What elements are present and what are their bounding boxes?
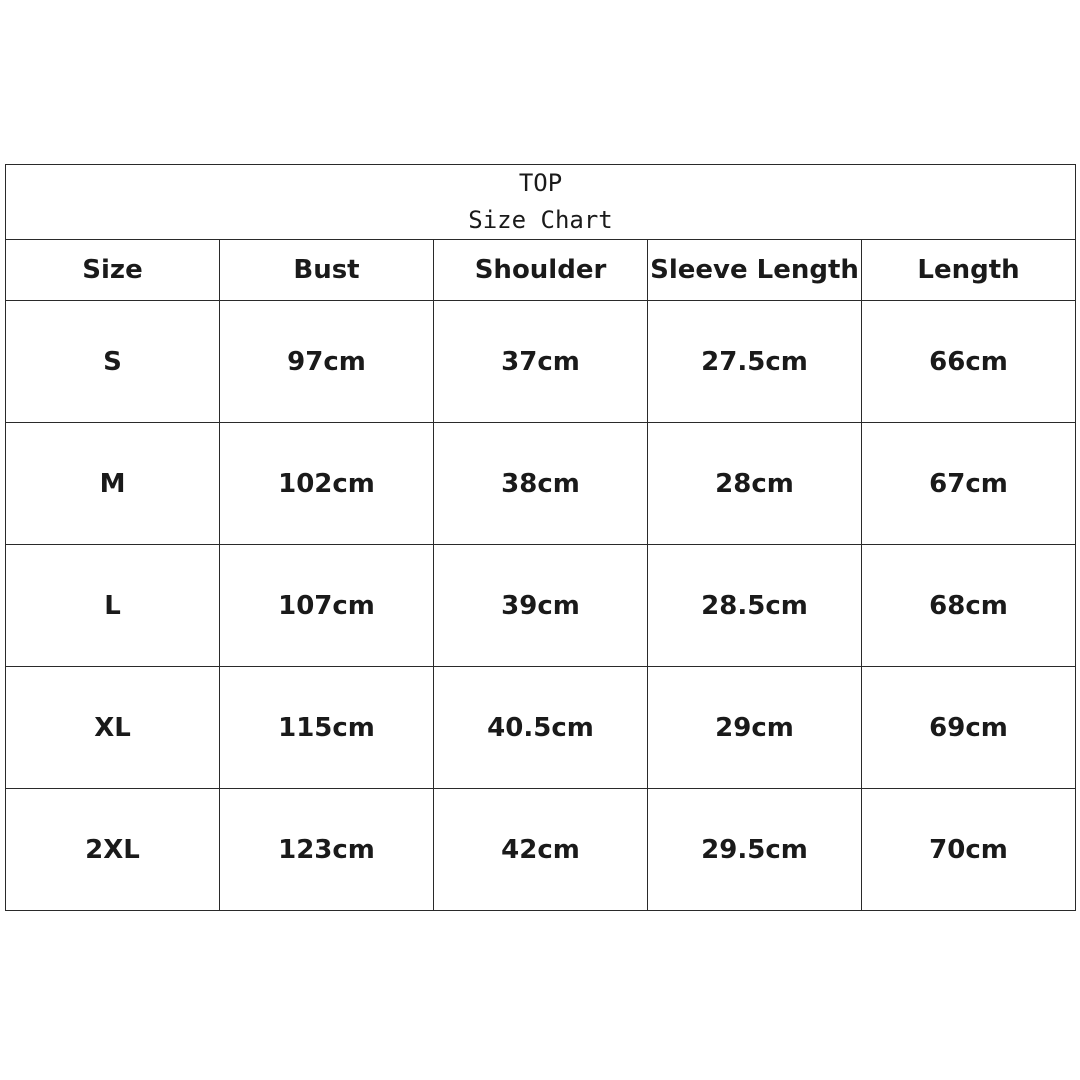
table-row [6, 667, 1076, 789]
size-cell: M [6, 423, 220, 545]
size-cell: L [6, 545, 220, 667]
bust-cell: 115cm [220, 667, 434, 789]
column-header-sleeve-length: Sleeve Length [648, 240, 862, 301]
size-cell: 2XL [6, 789, 220, 911]
table-row [6, 545, 1076, 667]
table-row [6, 789, 1076, 911]
length-cell: 66cm [862, 301, 1076, 423]
bust-cell: 97cm [220, 301, 434, 423]
chart-title: TOP [518, 169, 563, 197]
bust-cell: 102cm [220, 423, 434, 545]
bust-cell: 107cm [220, 545, 434, 667]
title-row [6, 165, 1076, 240]
length-cell: 70cm [862, 789, 1076, 911]
size-cell: S [6, 301, 220, 423]
header-row [6, 240, 1076, 301]
column-header-size: Size [6, 240, 220, 301]
table-row [6, 423, 1076, 545]
size-chart-table [5, 164, 1076, 911]
length-cell: 69cm [862, 667, 1076, 789]
length-cell: 67cm [862, 423, 1076, 545]
sleeve-length-cell: 29cm [648, 667, 862, 789]
table-row [6, 301, 1076, 423]
sleeve-length-cell: 28.5cm [648, 545, 862, 667]
title-cell [6, 165, 1076, 240]
length-cell: 68cm [862, 545, 1076, 667]
shoulder-cell: 40.5cm [434, 667, 648, 789]
sleeve-length-cell: 28cm [648, 423, 862, 545]
shoulder-cell: 37cm [434, 301, 648, 423]
column-header-length: Length [862, 240, 1076, 301]
size-cell: XL [6, 667, 220, 789]
shoulder-cell: 42cm [434, 789, 648, 911]
sleeve-length-cell: 29.5cm [648, 789, 862, 911]
chart-subtitle: Size Chart [468, 206, 613, 234]
column-header-bust: Bust [220, 240, 434, 301]
shoulder-cell: 39cm [434, 545, 648, 667]
shoulder-cell: 38cm [434, 423, 648, 545]
sleeve-length-cell: 27.5cm [648, 301, 862, 423]
bust-cell: 123cm [220, 789, 434, 911]
column-header-shoulder: Shoulder [434, 240, 648, 301]
